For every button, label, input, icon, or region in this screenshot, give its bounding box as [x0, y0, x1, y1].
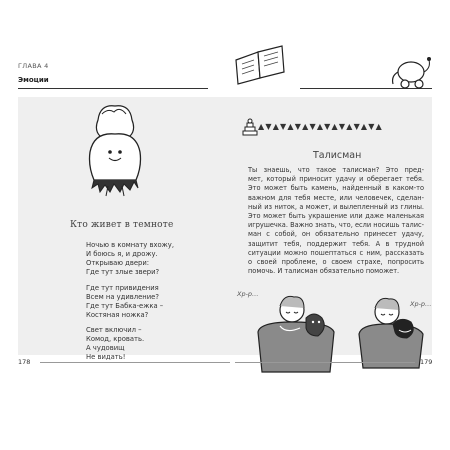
article-title: Талисман [313, 150, 362, 161]
body-line: Ты знаешь, что такое талисман? Это пред- [248, 166, 424, 174]
ghost-illustration [80, 100, 150, 200]
decorative-ornament: ▲▼▲▼▲▼▲▼▲▼▲▼▲▼▲▼▲ [258, 122, 383, 131]
chapter-label: ГЛАВА 4 [18, 62, 49, 70]
poem-stanza-3 [86, 326, 216, 362]
poem-line: Свет включил – [86, 326, 142, 334]
poem-line: И боюсь я, и дрожу. [86, 250, 158, 258]
body-line: ный из ниток, а может, и вылепленный из глины. [248, 202, 424, 211]
poem-stanza-2 [86, 284, 216, 320]
snore-text-right: Хр-р… [410, 300, 432, 308]
header-divider [18, 88, 208, 89]
body-line: помочь. И талисман обязательно поможет. [248, 267, 400, 276]
poem-line: Костяная ножка? [86, 311, 149, 319]
body-line: Это может быть камень, найденный в каком-то [248, 184, 424, 193]
toy-elephant-icon [385, 52, 437, 92]
article-body [248, 166, 424, 276]
poem-line: Открываю двери: [86, 259, 150, 267]
footer-divider-left [40, 362, 230, 363]
page-number-left: 178 [18, 358, 31, 366]
page-number-right: 179 [420, 358, 433, 366]
section-title: Эмоции [18, 76, 49, 84]
footer-divider-right [235, 362, 415, 363]
pyramid-toy-icon [242, 118, 258, 136]
body-line: игрушечка. Важно знать, что, если носишь талис- [248, 221, 424, 230]
body-line: мет, который приносит удачу и оберегает тебя. [248, 175, 424, 184]
poem-stanza-1 [86, 241, 216, 277]
body-line: о своей проблеме, о своем страхе, попросить [248, 258, 424, 267]
poem-line: А чудовищ [86, 344, 125, 352]
open-book-icon [232, 40, 288, 86]
body-line: ман с собой, он обязательно принесет удачу, [248, 230, 424, 239]
body-line: защитит тебя, поддержит тебя. А в трудной [248, 239, 424, 248]
body-line: ситуации можно пошептаться с ним, рассказать [248, 248, 424, 257]
poem-line: Где тут привидения [86, 284, 159, 292]
poem-line: Не видать! [86, 353, 126, 361]
snore-text-left: Хр-р… [237, 290, 259, 298]
poem-line: Где тут Бабка-ежка – [86, 302, 164, 310]
poem-title: Кто живет в темноте [70, 220, 174, 230]
poem-line: Комод, кровать. [86, 335, 145, 343]
poem-line: Где тут злые звери? [86, 268, 160, 276]
poem-line: Всем на удивление? [86, 293, 159, 301]
sleeping-child-left-illustration [250, 288, 350, 373]
body-line: Это может быть украшение или даже маленькая [248, 212, 424, 221]
body-line: важном для тебя месте, или человечек, сделан- [248, 193, 424, 202]
poem-line: Ночью в комнату вхожу, [86, 241, 174, 249]
